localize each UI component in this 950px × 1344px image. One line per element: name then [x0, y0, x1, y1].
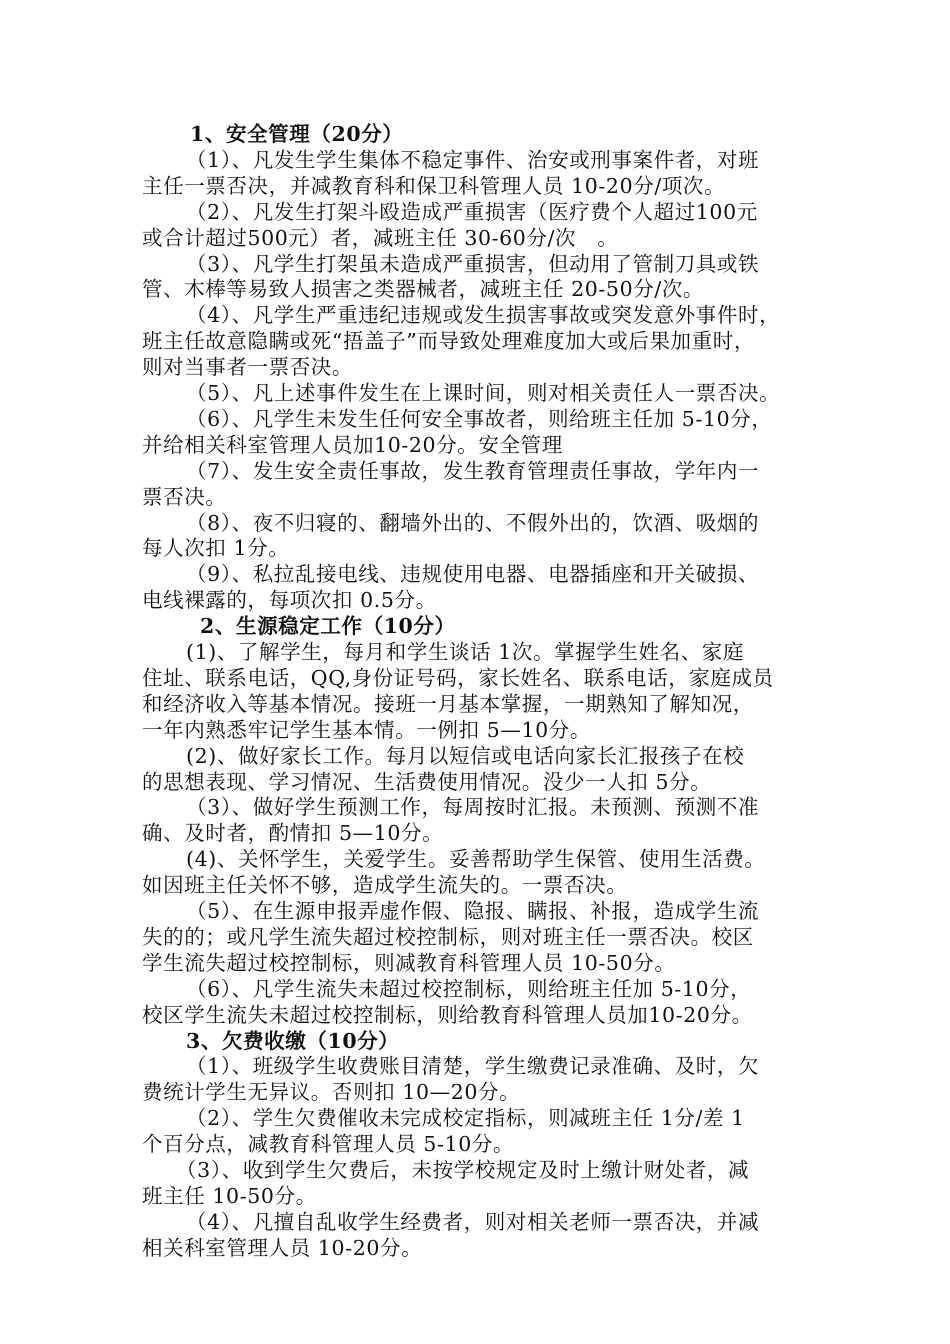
text-line: 相关科室管理人员 10-20分。: [142, 1235, 423, 1260]
text-line: （4）、凡擅自乱收学生经费者，则对相关老师一票否决，并减: [186, 1209, 760, 1234]
text-line: 学生流失超过校控制标，则减教育科管理人员 10-50分。: [142, 950, 676, 975]
text-line: (4)、关怀学生，关爱学生。妥善帮助学生保管、使用生活费。: [186, 847, 766, 872]
section-heading: 1、安全管理（20分）: [190, 122, 404, 146]
text-line: 失的的；或凡学生流失超过校控制标，则对班主任一票否决。校区: [142, 924, 754, 949]
text-line: 管、木棒等易致人损害之类器械者，减班主任 20-50分/次。: [142, 277, 705, 302]
text-line: 个百分点，减教育科管理人员 5-10分。: [142, 1132, 515, 1157]
section-heading: 2、生源稳定工作（10分）: [200, 614, 456, 639]
text-line: 一年内熟悉牢记学生基本情。一例扣 5—10分。: [142, 717, 591, 742]
text-line: 班主任 10-50分。: [142, 1183, 317, 1208]
text-line: （3）、凡学生打架虽未造成严重损害，但动用了管制刀具或铁: [186, 251, 760, 276]
text-line: 如因班主任关怀不够，造成学生流失的。一票否决。: [142, 873, 628, 898]
text-line: 住址、联系电话，QQ,身份证号码，家长姓名、联系电话，家庭成员: [142, 665, 774, 690]
text-line: 确、及时者，酌情扣 5—10分。: [142, 821, 444, 846]
text-line: （3）、收到学生欠费后，未按学校规定及时上缴计财处者，减: [176, 1158, 750, 1182]
text-line: 和经济收入等基本情况。接班一月基本掌握，一期熟知了解知况，: [142, 691, 754, 716]
text-line: （2）、学生欠费催收未完成校定指标，则减班主任 1分/差 1: [186, 1106, 745, 1131]
text-line: （3）、做好学生预测工作，每周按时汇报。未预测、预测不准: [186, 795, 760, 820]
text-line: （6）、凡学生流失未超过校控制标，则给班主任加 5-10分，: [186, 976, 752, 1001]
text-line: 电线裸露的，每项次扣 0.5分。: [142, 588, 437, 613]
text-line: 校区学生流失未超过校控制标，则给教育科管理人员加10-20分。: [142, 1002, 753, 1027]
text-line: （5）、在生源申报弄虚作假、隐报、瞒报、补报，造成学生流: [186, 899, 760, 923]
text-line: （6）、凡学生未发生任何安全事故者，则给班主任加 5-10分，: [186, 406, 773, 431]
text-line: （2）、凡发生打架斗殴造成严重损害（医疗费个人超过100元: [186, 199, 758, 224]
text-line: 班主任故意隐瞒或死“捂盖子”而导致处理难度加大或后果加重时，: [142, 329, 755, 354]
text-line: （9）、私拉乱接电线、违规使用电器、电器插座和开关破损、: [186, 562, 760, 587]
text-line: 票否决。: [142, 484, 227, 509]
text-line: （4）、凡学生严重违纪违规或发生损害事故或突发意外事件时，: [186, 303, 781, 328]
text-line: （1）、班级学生收费账目清楚，学生缴费记录准确、及时，欠: [186, 1054, 760, 1079]
text-line: 费统计学生无异议。否则扣 10—20分。: [142, 1080, 521, 1105]
text-line: 或合计超过500元）者，减班主任 30-60分/次 。: [142, 225, 619, 250]
text-line: （7）、发生安全责任事故，发生教育管理责任事故，学年内一: [186, 458, 760, 483]
text-line: （1）、凡发生学生集体不稳定事件、治安或刑事案件者，对班: [186, 147, 760, 172]
text-line: 主任一票否决，并减教育科和保卫科管理人员 10-20分/项次。: [142, 173, 726, 198]
text-line: 并给相关科室管理人员加10-20分。安全管理: [142, 432, 563, 457]
text-line: 每人次扣 1分。: [142, 536, 290, 561]
text-line: 则对当事者一票否决。: [142, 355, 353, 380]
text-line: （5）、凡上述事件发生在上课时间，则对相关责任人一票否决。: [186, 381, 781, 405]
section-heading: 3、欠费收缴（10分）: [186, 1028, 400, 1053]
text-line: 的思想表现、学习情况、生活费使用情况。没少一人扣 5分。: [142, 769, 712, 794]
text-line: (1)、了解学生，每月和学生谈话 1次。掌握学生姓名、家庭: [186, 640, 744, 664]
text-line: （8）、夜不归寝的、翻墙外出的、不假外出的，饮酒、吸烟的: [186, 510, 760, 535]
text-line: (2)、做好家长工作。每月以短信或电话向家长汇报孩子在校: [186, 743, 745, 768]
